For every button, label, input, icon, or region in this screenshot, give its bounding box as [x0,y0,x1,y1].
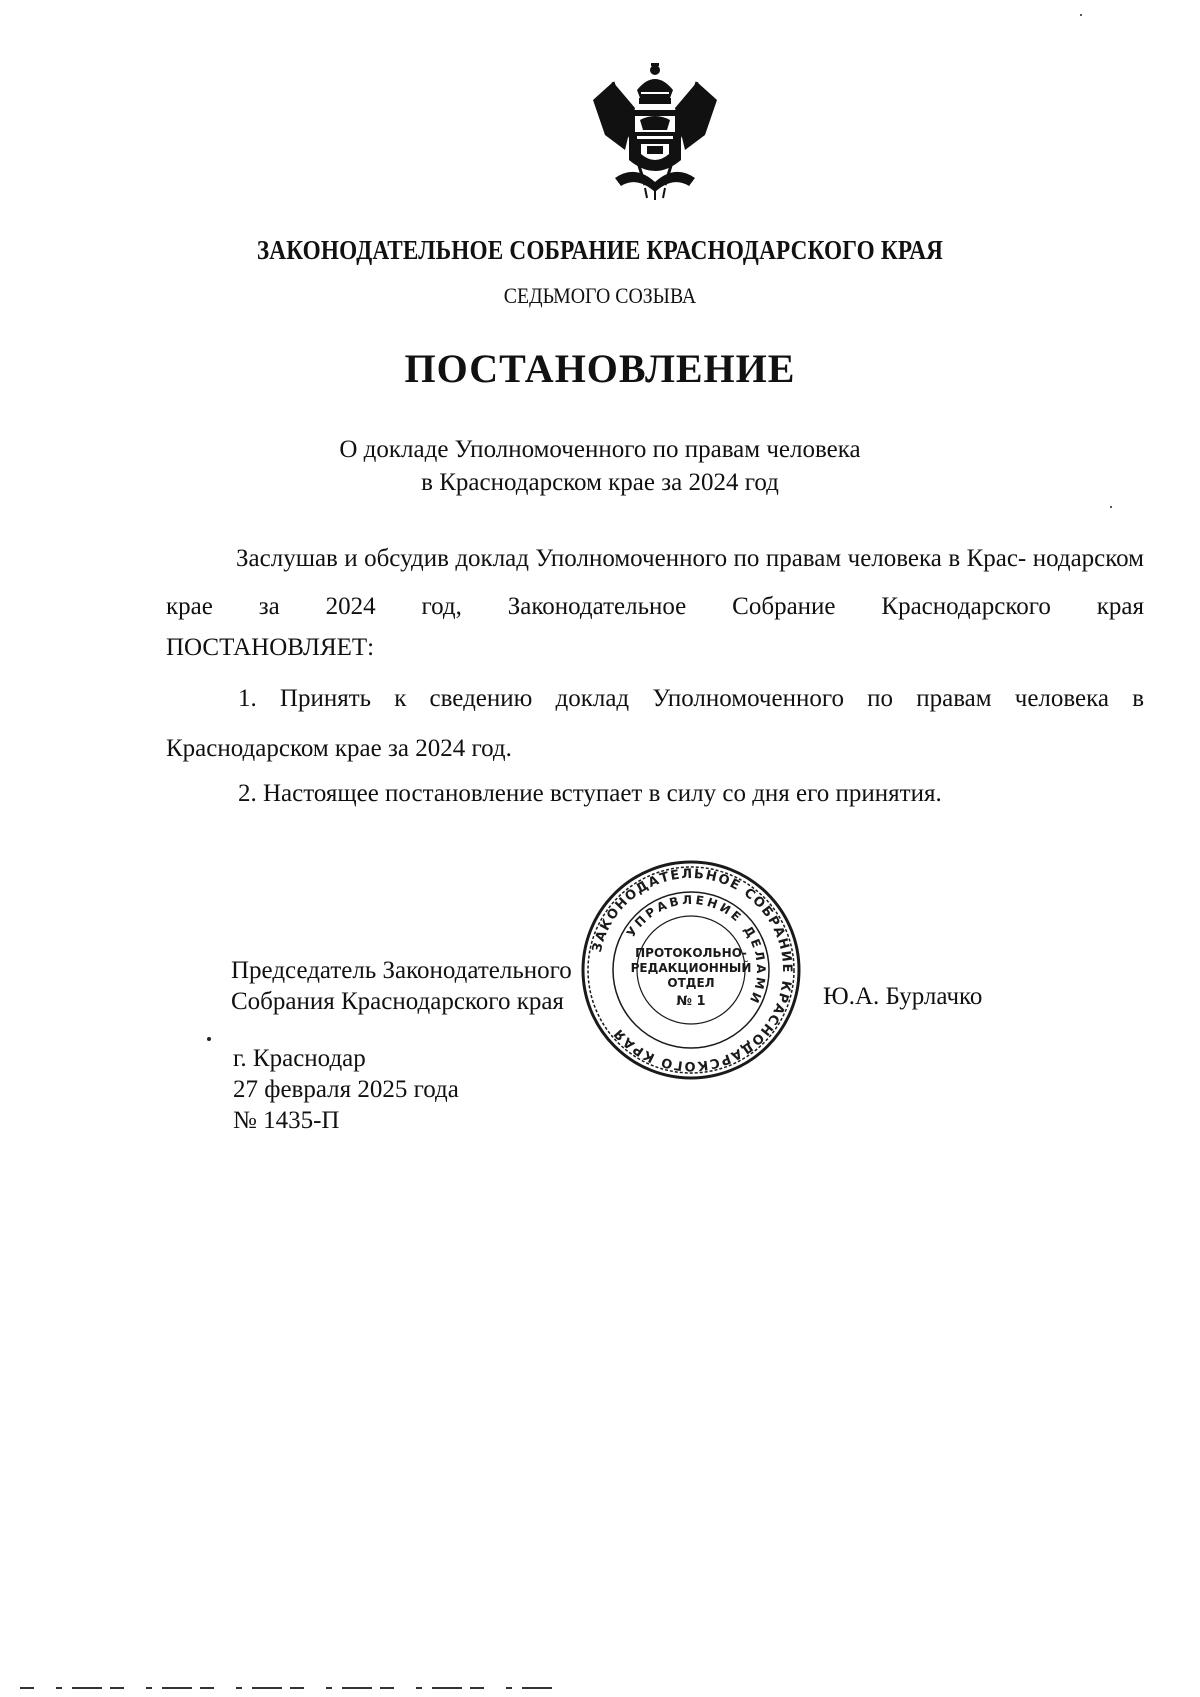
preamble-paragraph [166,535,1144,631]
subject-line-1: О докладе Уполномоченного по правам человека [339,436,861,463]
scan-speck [1080,14,1082,16]
official-seal-stamp [576,855,806,1085]
document-number: № 1435-П [233,1107,340,1134]
signatory-position-line-1: Председатель Законодательного [231,957,572,984]
signatory-name: Ю.А. Бурлачко [823,983,983,1010]
scan-edge-artifact [0,1683,1200,1693]
item-1-line-1: 1. Принять к сведению доклад Уполномоченного по правам человека в [238,685,1144,712]
document-subject [0,433,1200,499]
organization-name: ЗАКОНОДАТЕЛЬНОЕ СОБРАНИЕ КРАСНОДАРСКОГО КРАЯ [256,235,944,265]
resolution-item-2: 2. Настоящее постановление вступает в силу со дня его принятия. [238,780,942,807]
document-type-title: ПОСТАНОВЛЕНИЕ [404,346,796,391]
resolution-item-1 [166,674,1144,774]
signatory-position [231,955,572,1017]
scan-speck [1110,506,1112,508]
stamp-outer-text: ЗАКОНОДАТЕЛЬНОЕ СОБРАНИЕ КРАСНОДАРСКОГО КРАЯ [589,866,795,1074]
preamble-line-2: нодарском крае за 2024 год, Законодательное Собрание Краснодарского края [166,545,1144,620]
city-label: г. Краснодар [233,1045,366,1072]
subject-line-2: в Краснодарском крае за 2024 год [421,469,779,496]
resolves-label: ПОСТАНОВЛЯЕТ: [166,634,375,661]
stamp-inner-text: УПРАВЛЕНИЕ ДЕЛАМИ [623,892,769,1008]
stamp-center-line-2: РЕДАКЦИОННЫЙ [630,961,752,975]
stamp-center-line-4: № 1 [676,994,706,1009]
coat-of-arms-icon [585,60,725,200]
stamp-center-line-1: ПРОТОКОЛЬНО- [635,946,747,960]
document-date: 27 февраля 2025 года [233,1076,459,1103]
stamp-center-line-3: ОТДЕЛ [667,976,715,990]
scan-speck [207,1037,211,1041]
signatory-position-line-2: Собрания Краснодарского края [231,988,564,1015]
item-1-line-2: Краснодарском крае за 2024 год. [166,735,512,762]
document-details [233,1043,459,1136]
preamble-line-1: Заслушав и обсудив доклад Уполномоченного по правам человека в Крас- [236,545,1027,572]
convocation-label: СЕДЬМОГО СОЗЫВА [503,283,697,308]
